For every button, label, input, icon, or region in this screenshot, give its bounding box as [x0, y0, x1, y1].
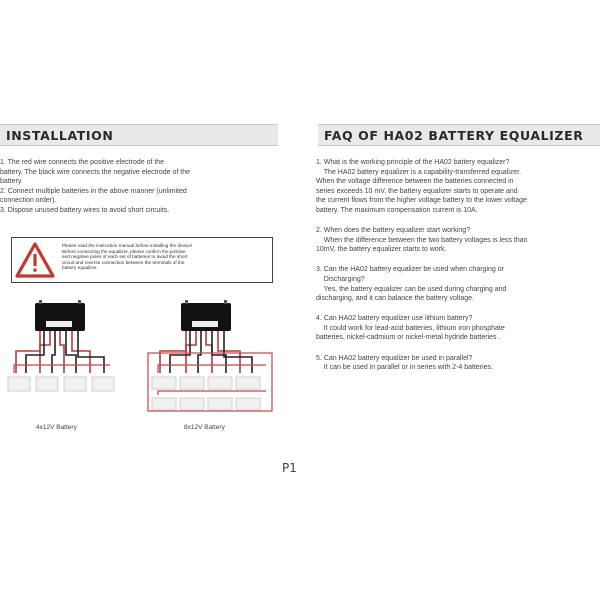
- faq-answer-line: battery. The maximum compensation current is 10A.: [316, 206, 478, 214]
- faq-question-line: Discharging?: [316, 275, 365, 283]
- battery-icon: [180, 398, 204, 410]
- warning-text: [62, 243, 270, 271]
- faq-answer-line: series exceeds 10 mV, the battery equalizer starts to operate and: [316, 187, 518, 195]
- battery-icon: [236, 398, 260, 410]
- faq-answer-line: batteries, nickel-cadmium or nickel-metal hydride batteries .: [316, 334, 501, 342]
- warning-line: and negative poles of each set of batteries to avoid the short: [62, 254, 188, 260]
- warning-box: [11, 237, 273, 283]
- faq-question: 1. What is the working principle of the HA02 battery equalizer?: [316, 159, 510, 166]
- battery-icon: [8, 377, 30, 391]
- faq-answer-line: It could work for lead-acid batteries, lithium iron phosphate: [316, 324, 505, 332]
- warning-line: battery equalizer.: [62, 265, 98, 271]
- battery-icon: [64, 377, 86, 391]
- faq-question: 3. Can the HA02 battery equalizer be used when charging or: [316, 266, 504, 274]
- battery-icon: [208, 398, 232, 410]
- warning-triangle-icon: [12, 238, 58, 282]
- diagram-8-caption: 8x12V Battery: [184, 424, 225, 431]
- faq-answer-line: the current flows from the higher voltage battery to the lower voltage: [316, 197, 527, 205]
- install-step-line: 1. The red wire connects the positive electrode of the: [0, 159, 165, 166]
- install-step-line: 2. Connect multiple batteries in the above manner (unlimited: [0, 187, 187, 195]
- warning-line: Please read the instruction manual before installing the device!: [62, 243, 193, 248]
- faq-answer-line: When the difference between the two battery voltages is less than: [316, 236, 528, 244]
- installation-header: INSTALLATION: [0, 124, 278, 146]
- battery-icon: [208, 377, 232, 389]
- install-step-line: connection order).: [0, 197, 57, 205]
- faq-item: [316, 314, 600, 343]
- faq-item: [316, 226, 600, 255]
- faq-question: 4. Can HA02 battery equalizer use lithium battery?: [316, 315, 473, 323]
- battery-icon: [236, 377, 260, 389]
- faq-answer-line: The HA02 battery equalizer is a capability-transferred equalizer.: [316, 168, 522, 176]
- faq-answer-line: It can be used in parallel or in series with 2-4 batteries.: [316, 364, 494, 372]
- install-step-line: battery. The black wire connects the negative electrode of the: [0, 168, 191, 176]
- faq-answer-line: 10mV, the battery equalizer starts to work.: [316, 246, 447, 254]
- page-number: P1: [282, 461, 297, 475]
- faq-answer-line: When the voltage difference between the batteries connected in: [316, 178, 514, 186]
- install-step-line: 3. Dispose unused battery wires to avoid short circuits.: [0, 206, 170, 214]
- battery-icon: [180, 377, 204, 389]
- battery-icon: [152, 377, 176, 389]
- installation-steps: [0, 158, 278, 216]
- faq-header: FAQ OF HA02 BATTERY EQUALIZER: [318, 124, 600, 146]
- warning-line: Before connecting the equalizer, please confirm the positive: [62, 248, 186, 254]
- warning-line: circuit and reverse connection between the terminals of the: [62, 259, 185, 265]
- faq-list: [316, 158, 600, 383]
- diagram-4x12v: [8, 300, 114, 391]
- battery-icon: [36, 377, 58, 391]
- faq-question: 2. When does the battery equalizer start working?: [316, 227, 471, 235]
- install-step-line: battery.: [0, 178, 23, 186]
- faq-question: 5. Can HA02 battery equalizer be used in parallel?: [316, 354, 473, 362]
- faq-item: [316, 354, 600, 373]
- battery-icon: [152, 398, 176, 410]
- faq-answer-line: Yes, the battery equalizer can be used during charging and: [316, 285, 507, 293]
- diagram-4-caption: 4x12V Battery: [36, 424, 77, 431]
- wiring-diagrams: [0, 295, 290, 420]
- battery-icon: [92, 377, 114, 391]
- faq-item: [316, 265, 600, 303]
- diagram-8x12v: [148, 300, 272, 411]
- faq-answer-line: discharging, and it can balance the battery voltage.: [316, 295, 474, 303]
- faq-item: [316, 158, 600, 216]
